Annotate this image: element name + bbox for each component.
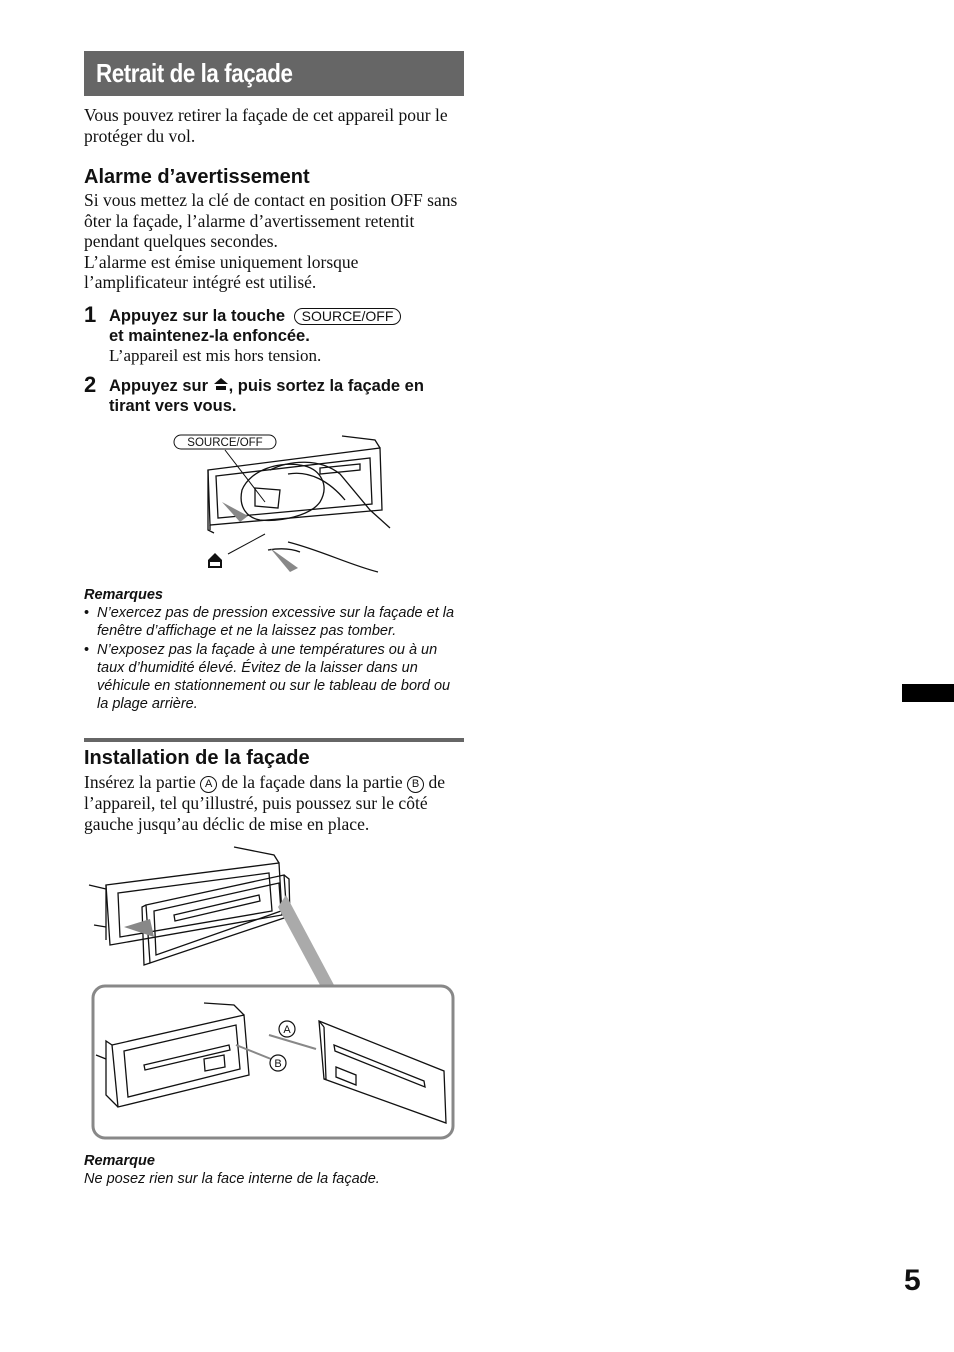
step-1-sub: L’appareil est mis hors tension. bbox=[109, 346, 322, 365]
alarm-text-2: L’alarme est émise uniquement lorsque l’amplificateur intégré est utilisé. bbox=[84, 251, 359, 292]
remark-heading: Remarque bbox=[84, 1153, 155, 1169]
section-title: Retrait de la façade bbox=[96, 58, 293, 88]
remark-text: Ne posez rien sur la face interne de la façade. bbox=[84, 1171, 380, 1188]
step-2-text bbox=[109, 376, 469, 416]
intro-paragraph: Vous pouvez retirer la façade de cet appareil pour le protéger du vol. bbox=[84, 105, 448, 146]
page-number: 5 bbox=[904, 1264, 921, 1297]
alarm-text-1: Si vous mettez la clé de contact en position OFF sans ôter la façade, l’alarme d’avertissement retentit pendant quelques secondes. bbox=[84, 190, 458, 251]
part-b-mark: B bbox=[407, 776, 424, 793]
notes-heading: Remarques bbox=[84, 587, 163, 603]
note-item: • N’exercez pas de pression excessive sur la façade et la fenêtre d’affichage et ne la laissez pas tomber. bbox=[84, 604, 464, 640]
figure-label-b: B bbox=[274, 1058, 282, 1070]
figure-remove-faceplate bbox=[170, 430, 400, 580]
step-2-text-a: Appuyez sur bbox=[109, 377, 209, 395]
install-text-c: de l’appareil, tel qu’illustré, puis poussez sur le côté gauche jusqu’au déclic de mise en place. bbox=[84, 772, 445, 834]
figure-attach-faceplate bbox=[84, 845, 464, 1145]
install-text-a: Insérez la partie bbox=[84, 772, 196, 792]
install-text-b: de la façade dans la partie bbox=[221, 772, 403, 792]
alarm-heading: Alarme d’avertissement bbox=[84, 166, 310, 188]
section-divider bbox=[84, 738, 464, 742]
step-1-number: 1 bbox=[84, 302, 97, 327]
note-item: • N’exposez pas la façade à une températures ou à un taux d’humidité élevé. Évitez de la laisser dans un véhicule en stationnement ou sur le tableau de bord ou la plage arrière. bbox=[84, 641, 464, 714]
section-tab-marker bbox=[902, 684, 954, 702]
step-1-text bbox=[109, 306, 469, 366]
section-title-banner bbox=[84, 51, 464, 96]
figure-label-a: A bbox=[283, 1024, 291, 1036]
install-paragraph bbox=[84, 772, 464, 834]
step-2-number: 2 bbox=[84, 372, 97, 397]
install-heading: Installation de la façade bbox=[84, 747, 310, 769]
release-eject-icon bbox=[213, 377, 229, 392]
step-1-text-a: Appuyez sur la touche bbox=[109, 307, 286, 325]
part-a-mark: A bbox=[200, 776, 217, 793]
step-2-text-b: , puis sortez la façade en tirant vers vous. bbox=[109, 377, 424, 415]
figure-source-off-label: SOURCE/OFF bbox=[187, 437, 263, 449]
source-off-button-label: SOURCE/OFF bbox=[294, 308, 402, 325]
remark-block bbox=[84, 1152, 464, 1188]
notes-block bbox=[84, 586, 464, 713]
figure-release-icon bbox=[208, 553, 222, 567]
step-1-text-b: et maintenez-la enfoncée. bbox=[109, 327, 310, 345]
alarm-paragraph bbox=[84, 190, 464, 293]
